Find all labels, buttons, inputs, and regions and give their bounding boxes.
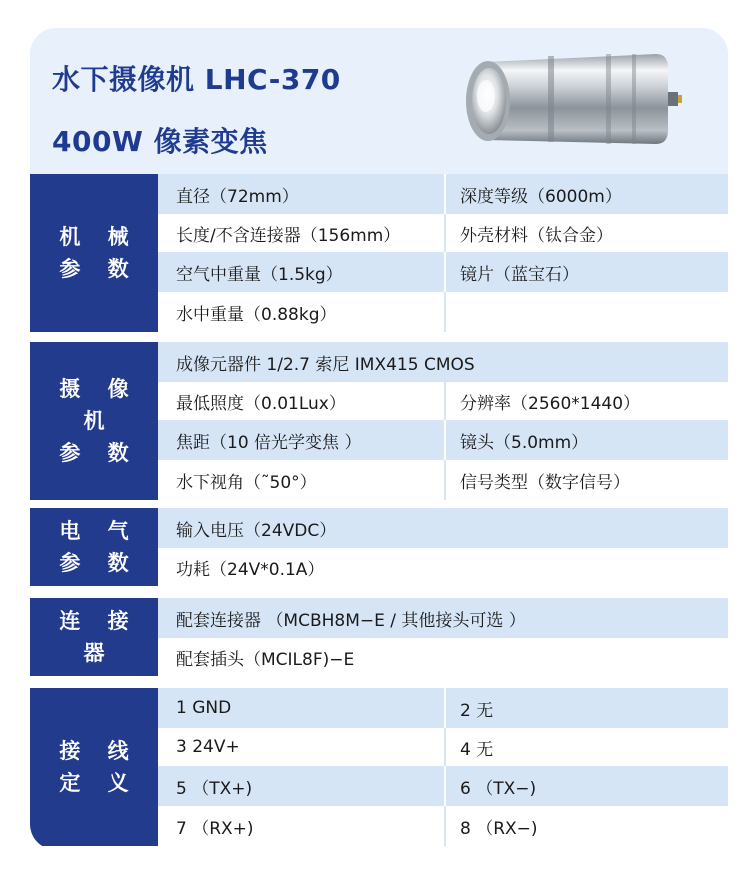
table-row	[158, 382, 728, 420]
table-row	[158, 214, 728, 252]
mechanical-label-box	[30, 174, 158, 332]
spec-cell: 空气中重量（1.5kg）	[176, 264, 343, 285]
wiring-section	[30, 688, 728, 846]
table-row	[158, 252, 728, 292]
table-row	[158, 342, 728, 382]
pin-cell: 6 （TX−)	[460, 778, 537, 799]
spec-cell: 水中重量（0.88kg）	[176, 304, 337, 325]
electrical-section	[30, 508, 728, 586]
table-row	[158, 688, 728, 728]
table-row	[158, 598, 728, 638]
pin-cell: 2 无	[460, 700, 494, 721]
table-row	[158, 508, 728, 548]
spec-cell: 输入电压（24VDC）	[176, 520, 337, 541]
pin-cell: 1 GND	[176, 698, 232, 718]
table-row	[158, 728, 728, 766]
spec-cell: 配套连接器 （MCBH8M−E / 其他接头可选 ）	[176, 610, 526, 631]
pin-cell: 8 （RX−)	[460, 818, 538, 839]
pin-cell: 7 （RX+)	[176, 818, 254, 839]
spec-cell: 镜片（蓝宝石）	[460, 264, 579, 285]
spec-cell	[446, 292, 728, 332]
table-row	[158, 638, 728, 676]
electrical-label: 电 气 参 数	[59, 519, 139, 575]
product-subtitle: 400W 像素变焦	[52, 125, 268, 158]
header	[30, 28, 728, 174]
table-row	[158, 420, 728, 460]
table-row	[158, 548, 728, 586]
pin-cell: 4 无	[460, 739, 494, 760]
wiring-label-box	[30, 688, 158, 846]
table-row	[158, 766, 728, 806]
spec-cell: 信号类型（数字信号）	[460, 472, 630, 493]
camera-section	[30, 342, 728, 500]
pin-cell: 5 （TX+)	[176, 778, 253, 799]
table-row	[158, 806, 728, 846]
mechanical-label: 机 械 参 数	[59, 225, 139, 281]
pin-cell: 3 24V+	[176, 737, 240, 757]
product-title: 水下摄像机 LHC-370	[52, 63, 341, 96]
spec-cell: 配套插头（MCIL8F)−E	[176, 649, 355, 670]
mechanical-section	[30, 174, 728, 332]
camera-label-box	[30, 342, 158, 500]
connector-label-box	[30, 598, 158, 676]
spec-cell: 深度等级（6000m）	[460, 186, 622, 207]
wiring-label: 接 线 定 义	[59, 739, 139, 795]
spec-cell: 功耗（24V*0.1A）	[176, 559, 325, 580]
spec-cell: 焦距（10 倍光学变焦 ）	[176, 432, 362, 453]
table-row	[158, 292, 728, 332]
camera-product-image	[456, 48, 686, 152]
spec-cell: 成像元器件 1/2.7 索尼 IMX415 CMOS	[176, 354, 475, 375]
spec-cell: 镜头（5.0mm）	[460, 432, 589, 453]
table-row	[158, 174, 728, 214]
spec-cell: 长度/不含连接器（156mm）	[176, 225, 401, 246]
electrical-label-box	[30, 508, 158, 586]
spec-card	[30, 28, 728, 850]
spec-cell: 分辨率（2560*1440）	[460, 393, 641, 414]
connector-label: 连 接 器	[59, 609, 139, 665]
spec-cell: 外壳材料（钛合金）	[460, 225, 613, 246]
table-row	[158, 460, 728, 500]
spec-cell: 水下视角（˜50°）	[176, 472, 317, 493]
connector-section	[30, 598, 728, 676]
camera-label: 摄 像 机 参 数	[59, 377, 139, 465]
spec-cell: 最低照度（0.01Lux）	[176, 393, 346, 414]
spec-cell: 直径（72mm）	[176, 186, 299, 207]
